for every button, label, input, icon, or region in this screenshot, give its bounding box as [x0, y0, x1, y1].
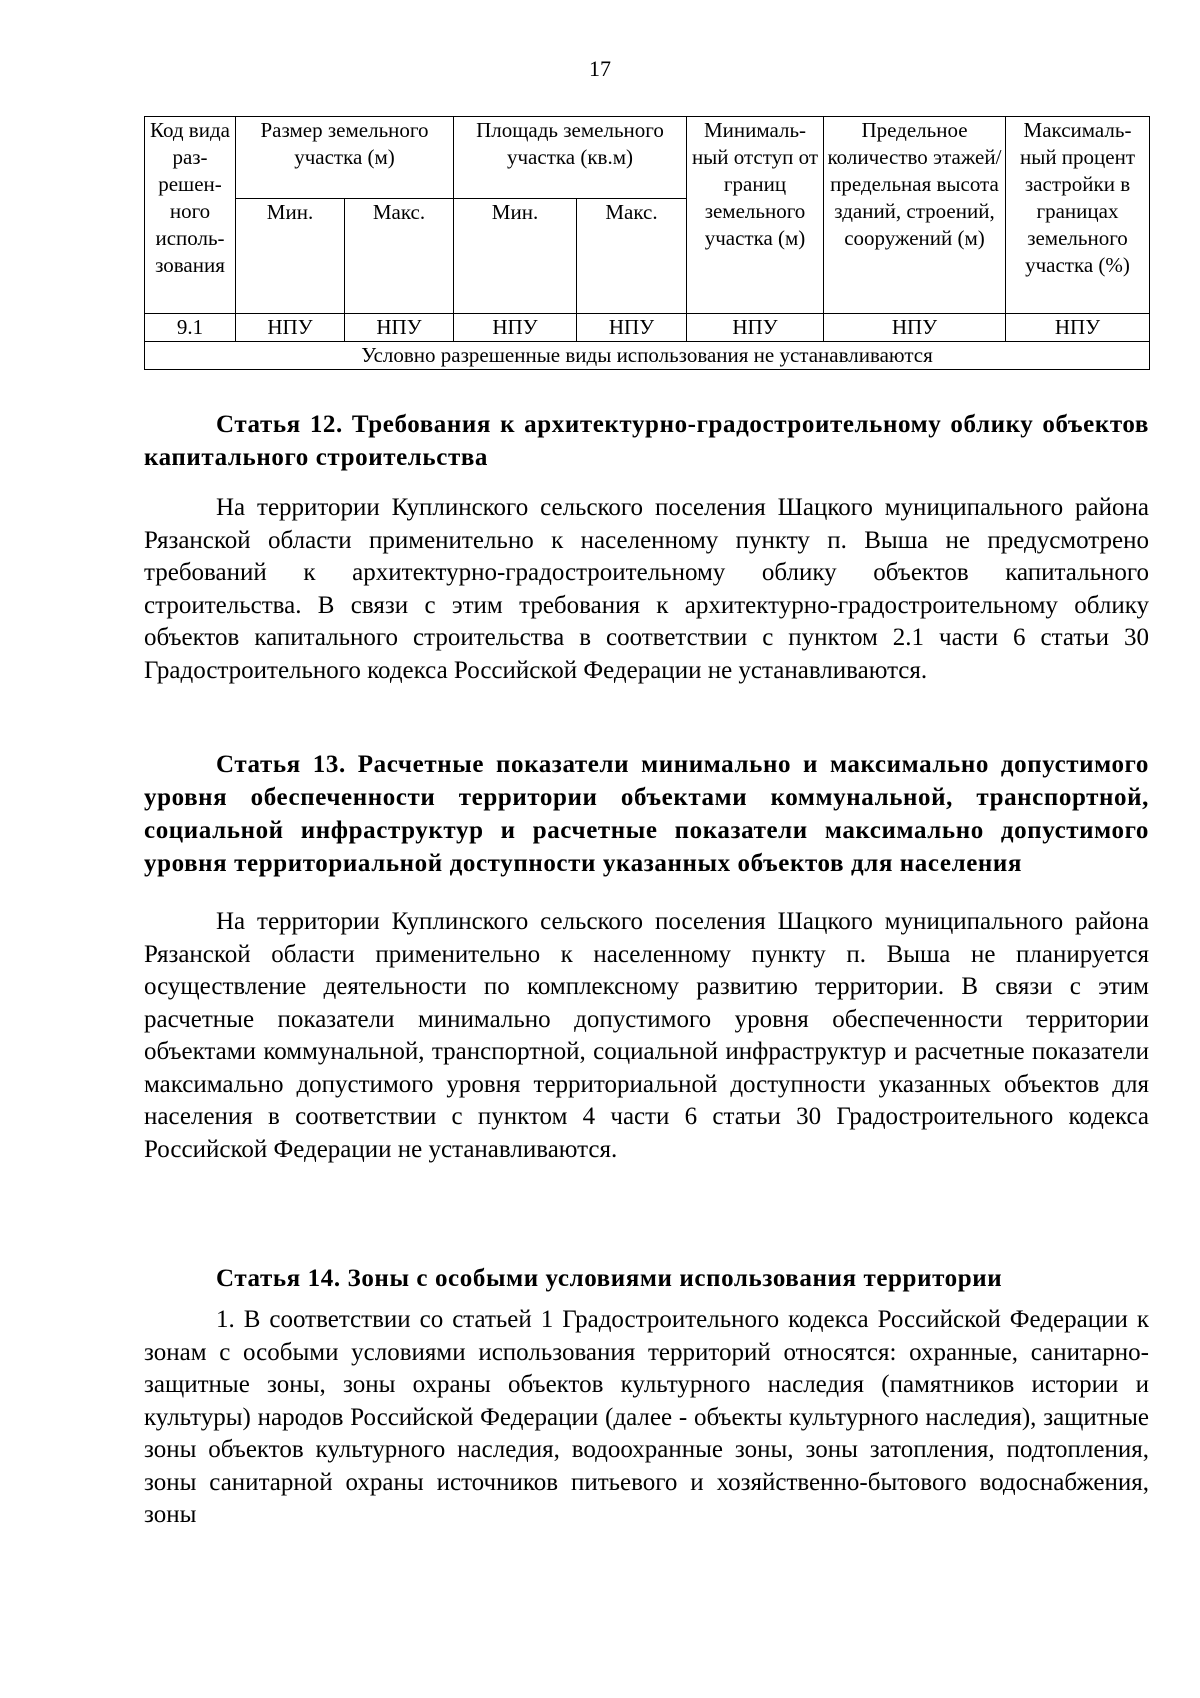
table-footer-note: Условно разрешенные виды использования не устанавливаются — [145, 342, 1150, 370]
article-14-heading: Статья 14. Зоны с особыми условиями использования территории — [216, 1265, 1003, 1292]
table-cell: НПУ — [1006, 314, 1150, 342]
header-plot-area: Площадь земельного участка (кв.м) — [454, 117, 687, 199]
header-size-max: Макс. — [345, 199, 454, 314]
header-code: Код вида раз-решен-ного исполь-зования — [145, 117, 236, 314]
land-use-norms-table — [144, 116, 1150, 370]
table-cell: НПУ — [687, 314, 824, 342]
page-number: 17 — [589, 56, 611, 81]
table-cell: НПУ — [454, 314, 577, 342]
header-max-floors: Предельное количество этажей/ предельная высота зданий, строений, сооружений (м) — [824, 117, 1006, 314]
header-min-setback: Минималь-ный отступ от границ земельного участка (м) — [687, 117, 824, 314]
table-cell: НПУ — [236, 314, 345, 342]
table-cell: НПУ — [577, 314, 687, 342]
header-size-min: Мин. — [236, 199, 345, 314]
article-14 — [144, 1262, 1149, 1532]
table-cell: 9.1 — [145, 314, 236, 342]
article-14-paragraph: 1. В соответствии со статьей 1 Градостроительного кодекса Российской Федерации к зонам с особыми условиями использования территорий относятся: охранные, санитарно-защитные зоны, зоны охраны объектов культурного наследия (памятников истории и культуры) народов Российской Федерации (далее - объекты культурного наследия), защитные зоны объектов культурного наследия, водоохранные зоны, зоны затопления, подтопления, зоны санитарной охраны источников питьевого и хозяйственно-бытового водоснабжения, зоны — [144, 1306, 1149, 1528]
header-max-coverage: Максималь-ный процент застройки в границах земельного участка (%) — [1006, 117, 1150, 314]
table-cell: НПУ — [345, 314, 454, 342]
article-12-paragraph: На территории Куплинского сельского поселения Шацкого муниципального района Рязанской области применительно к населенному пункту п. Выша не предусмотрено требований к архитектурно-градостроительному облику объектов капитального строительства. В связи с этим требования к архитектурно-градостроительному облику объектов капитального строительства в соответствии с пунктом 2.1 части 6 статьи 30 Градостроительного кодекса Российской Федерации не устанавливаются. — [144, 494, 1149, 684]
header-area-max: Макс. — [577, 199, 687, 314]
article-13 — [144, 748, 1149, 1166]
article-12 — [144, 408, 1149, 687]
table-cell: НПУ — [824, 314, 1006, 342]
header-area-min: Мин. — [454, 199, 577, 314]
article-13-heading: Статья 13. Расчетные показатели минимально и максимально допустимого уровня обеспеченности территории объектами коммунальной, транспортной, социальной инфраструктур и расчетные показатели максимально допустимого уровня территориальной доступности указанных объектов для населения — [144, 751, 1149, 877]
table-row — [145, 314, 1150, 342]
article-12-heading: Статья 12. Требования к архитектурно-градостроительному облику объектов капитального строительства — [144, 411, 1149, 471]
header-plot-size: Размер земельного участка (м) — [236, 117, 454, 199]
article-13-paragraph: На территории Куплинского сельского поселения Шацкого муниципального района Рязанской области применительно к населенному пункту п. Выша не планируется осуществление деятельности по комплексному развитию территории. В связи с этим расчетные показатели минимально допустимого уровня обеспеченности территории объектами коммунальной, транспортной, социальной инфраструктур и расчетные показатели максимально допустимого уровня территориальной доступности указанных объектов для населения в соответствии с пунктом 4 части 6 статьи 30 Градостроительного кодекса Российской Федерации не устанавливаются. — [144, 908, 1149, 1163]
